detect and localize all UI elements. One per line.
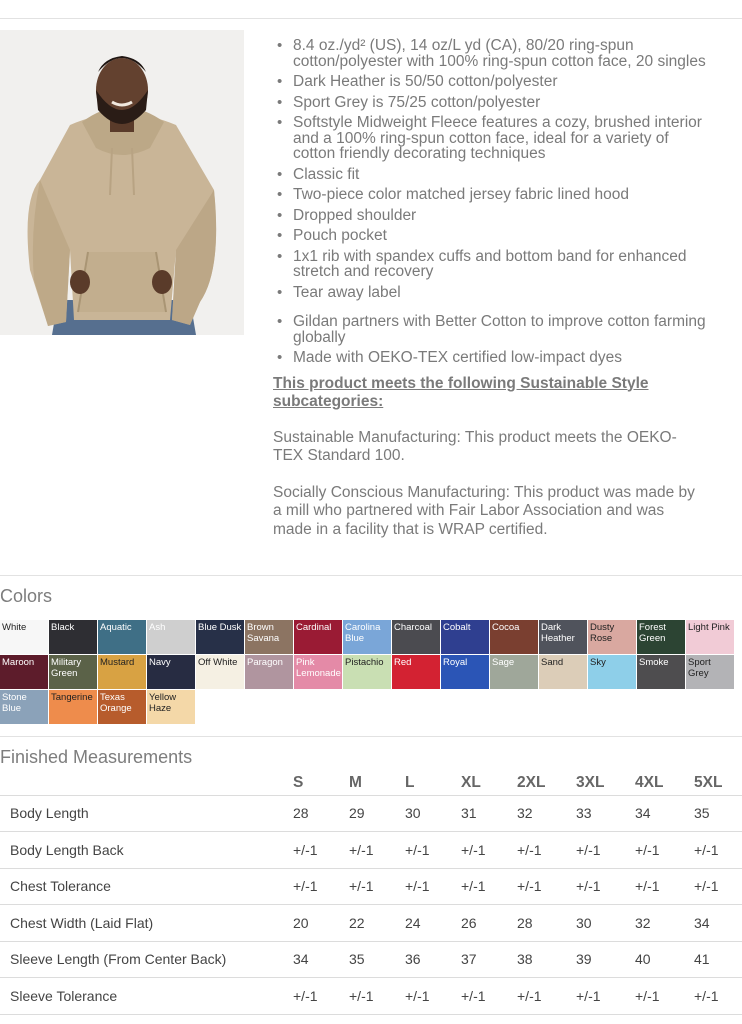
divider: [0, 575, 742, 576]
color-swatch[interactable]: Texas Orange: [98, 690, 146, 724]
color-swatch[interactable]: Mustard: [98, 655, 146, 689]
feature-item: • Classic fit: [273, 167, 713, 183]
measurement-value: +/-1: [461, 978, 517, 1015]
color-swatch[interactable]: Yellow Haze: [147, 690, 195, 724]
measurement-value: 40: [635, 941, 694, 978]
size-header: 2XL: [517, 771, 576, 795]
color-swatch[interactable]: Sand: [539, 655, 587, 689]
size-header: XL: [461, 771, 517, 795]
measurement-label: Body Length: [0, 795, 293, 832]
feature-item: • Sport Grey is 75/25 cotton/polyester: [273, 95, 713, 111]
measurement-value: 30: [576, 905, 635, 942]
measurement-value: +/-1: [576, 978, 635, 1015]
size-header-row: [0, 771, 742, 795]
measurement-row: [0, 905, 742, 942]
measurement-value: +/-1: [349, 978, 405, 1015]
measurement-value: +/-1: [293, 832, 349, 869]
feature-item: • Gildan partners with Better Cotton to improve cotton farming globally: [273, 314, 713, 345]
measurement-value: +/-1: [576, 832, 635, 869]
measurement-value: 30: [405, 795, 461, 832]
measurement-value: +/-1: [349, 832, 405, 869]
color-swatch[interactable]: Sky: [588, 655, 636, 689]
measurement-value: 37: [461, 941, 517, 978]
measurement-value: 22: [349, 905, 405, 942]
color-swatch[interactable]: Stone Blue: [0, 690, 48, 724]
color-swatch[interactable]: Cardinal: [294, 620, 342, 654]
measurement-value: 32: [635, 905, 694, 942]
feature-item: • Two-piece color matched jersey fabric lined hood: [273, 187, 713, 203]
feature-item: • 8.4 oz./yd² (US), 14 oz/L yd (CA), 80/20 ring-spun cotton/polyester with 100% ring-spun cotton face, 20 singles: [273, 38, 713, 69]
measurement-value: 31: [461, 795, 517, 832]
size-header: 3XL: [576, 771, 635, 795]
measurement-value: +/-1: [461, 868, 517, 905]
color-swatch-grid: [0, 620, 735, 724]
sustainable-manufacturing-text: Sustainable Manufacturing: This product meets the OEKO-TEX Standard 100.: [273, 428, 677, 464]
measurement-value: +/-1: [517, 868, 576, 905]
color-swatch[interactable]: Navy: [147, 655, 195, 689]
measurement-label: Chest Width (Laid Flat): [0, 905, 293, 942]
colors-title: Colors: [0, 586, 53, 606]
color-swatch[interactable]: Blue Dusk: [196, 620, 244, 654]
color-swatch[interactable]: Royal: [441, 655, 489, 689]
measurement-value: 38: [517, 941, 576, 978]
measurement-value: +/-1: [635, 978, 694, 1015]
color-swatch[interactable]: Paragon: [245, 655, 293, 689]
measurement-value: +/-1: [517, 978, 576, 1015]
color-swatch[interactable]: Military Green: [49, 655, 97, 689]
feature-list: [273, 38, 713, 300]
color-swatch[interactable]: Maroon: [0, 655, 48, 689]
measurement-value: +/-1: [635, 832, 694, 869]
feature-item: • 1x1 rib with spandex cuffs and bottom band for enhanced stretch and recovery: [273, 249, 713, 280]
top-divider: [0, 18, 742, 19]
size-header: S: [293, 771, 349, 795]
color-swatch[interactable]: Cocoa: [490, 620, 538, 654]
measurement-value: +/-1: [694, 978, 742, 1015]
feature-item: • Softstyle Midweight Fleece features a cozy, brushed interior and a 100% ring-spun cotton face, ideal for a variety of cotton friendly decorating techniques: [273, 115, 713, 162]
sustainable-style-heading: This product meets the following Sustainable Style subcategories:: [273, 374, 649, 410]
measurement-value: 35: [694, 795, 742, 832]
measurements-body: [0, 795, 742, 1014]
color-swatch[interactable]: Brown Savana: [245, 620, 293, 654]
measurement-value: 24: [405, 905, 461, 942]
color-swatch[interactable]: Sage: [490, 655, 538, 689]
color-swatch[interactable]: White: [0, 620, 48, 654]
color-swatch[interactable]: Carolina Blue: [343, 620, 391, 654]
measurements-title: Finished Measurements: [0, 747, 193, 767]
color-swatch[interactable]: Dark Heather: [539, 620, 587, 654]
size-header: 5XL: [694, 771, 742, 795]
color-swatch[interactable]: Tangerine: [49, 690, 97, 724]
sustainability-list: [273, 314, 713, 366]
color-swatch[interactable]: Dusty Rose: [588, 620, 636, 654]
size-header: 4XL: [635, 771, 694, 795]
label-header: [0, 771, 293, 795]
measurement-value: 20: [293, 905, 349, 942]
measurement-label: Chest Tolerance: [0, 868, 293, 905]
measurement-value: +/-1: [694, 832, 742, 869]
measurement-value: +/-1: [576, 868, 635, 905]
size-header: M: [349, 771, 405, 795]
measurement-row: [0, 868, 742, 905]
color-swatch[interactable]: Charcoal: [392, 620, 440, 654]
color-swatch[interactable]: Forest Green: [637, 620, 685, 654]
measurement-row: [0, 978, 742, 1015]
measurement-value: +/-1: [405, 978, 461, 1015]
measurement-value: +/-1: [517, 832, 576, 869]
feature-item: • Pouch pocket: [273, 228, 713, 244]
color-swatch[interactable]: Off White: [196, 655, 244, 689]
measurement-row: [0, 941, 742, 978]
color-swatch[interactable]: Aquatic: [98, 620, 146, 654]
color-swatch[interactable]: Pink Lemonade: [294, 655, 342, 689]
divider: [0, 736, 742, 737]
measurement-value: 41: [694, 941, 742, 978]
feature-item: • Made with OEKO-TEX certified low-impact dyes: [273, 350, 713, 366]
measurement-value: 35: [349, 941, 405, 978]
color-swatch[interactable]: Red: [392, 655, 440, 689]
measurement-value: 28: [293, 795, 349, 832]
color-swatch[interactable]: Ash: [147, 620, 195, 654]
measurement-value: +/-1: [461, 832, 517, 869]
measurement-label: Body Length Back: [0, 832, 293, 869]
color-swatch[interactable]: Black: [49, 620, 97, 654]
product-photo: [0, 30, 244, 335]
size-header: L: [405, 771, 461, 795]
measurement-value: 28: [517, 905, 576, 942]
measurement-value: 34: [635, 795, 694, 832]
measurement-value: +/-1: [349, 868, 405, 905]
measurement-value: +/-1: [293, 868, 349, 905]
feature-item: • Tear away label: [273, 285, 713, 301]
measurement-value: 26: [461, 905, 517, 942]
product-features: [273, 38, 713, 539]
measurement-value: 36: [405, 941, 461, 978]
color-swatch[interactable]: Pistachio: [343, 655, 391, 689]
measurement-value: 32: [517, 795, 576, 832]
feature-item: • Dark Heather is 50/50 cotton/polyester: [273, 74, 713, 90]
measurement-value: +/-1: [405, 868, 461, 905]
measurements-table: [0, 771, 742, 1015]
measurement-label: Sleeve Length (From Center Back): [0, 941, 293, 978]
color-swatch[interactable]: Light Pink: [686, 620, 734, 654]
color-swatch[interactable]: Smoke: [637, 655, 685, 689]
measurement-value: 34: [694, 905, 742, 942]
measurement-value: 29: [349, 795, 405, 832]
measurement-value: 33: [576, 795, 635, 832]
measurement-label: Sleeve Tolerance: [0, 978, 293, 1015]
color-swatch[interactable]: Cobalt: [441, 620, 489, 654]
feature-item: • Dropped shoulder: [273, 208, 713, 224]
measurement-value: +/-1: [405, 832, 461, 869]
measurement-value: +/-1: [694, 868, 742, 905]
measurement-value: 39: [576, 941, 635, 978]
color-swatch[interactable]: Sport Grey: [686, 655, 734, 689]
measurement-row: [0, 795, 742, 832]
measurement-value: 34: [293, 941, 349, 978]
measurement-value: +/-1: [293, 978, 349, 1015]
socially-conscious-text: Socially Conscious Manufacturing: This product was made by a mill who partnered with Fair Labor Association and was made in a facility that is WRAP certified.: [273, 483, 695, 538]
hoodie-model-illustration: [0, 30, 244, 335]
measurement-value: +/-1: [635, 868, 694, 905]
measurement-row: [0, 832, 742, 869]
